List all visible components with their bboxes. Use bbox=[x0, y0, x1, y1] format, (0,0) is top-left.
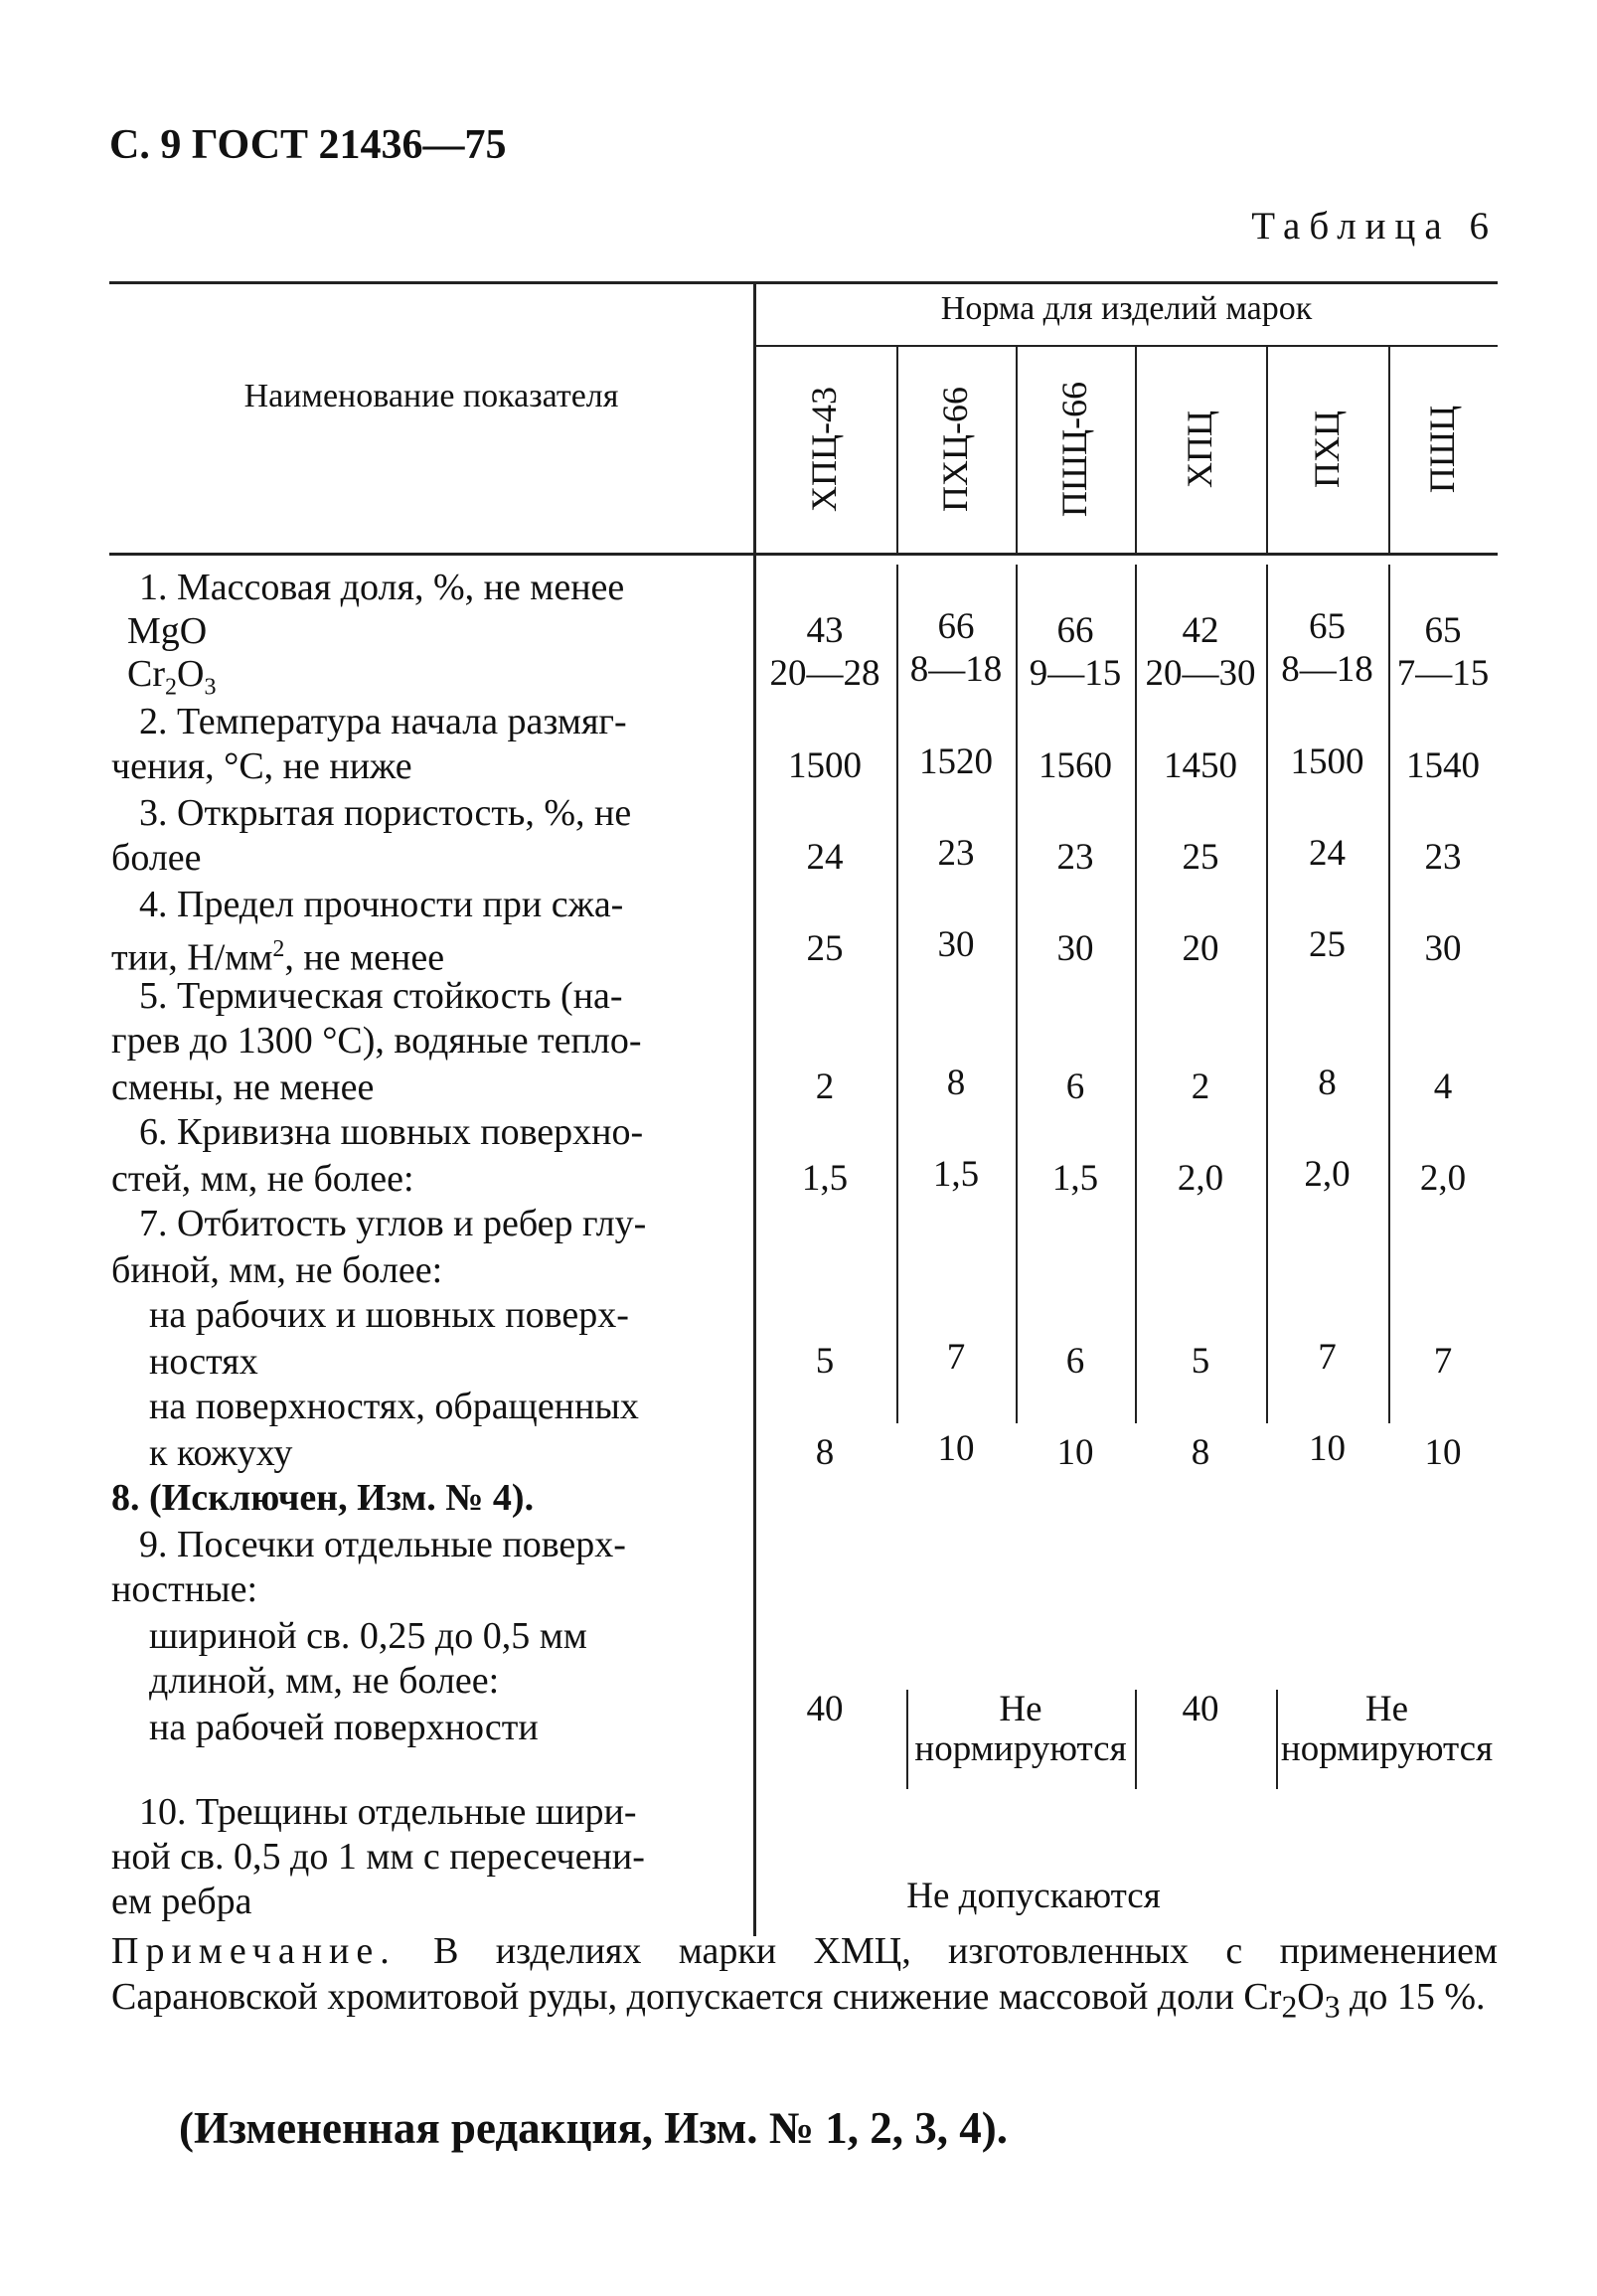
row9-group-b: Не нормируются bbox=[1280, 1689, 1494, 1769]
cell-r4-c5: 1540 bbox=[1406, 745, 1480, 786]
cell-r11-c4: 8 bbox=[1318, 1063, 1337, 1103]
row-label-text: 5. Термическая стойкость (на- bbox=[139, 975, 623, 1017]
row-label-21 bbox=[139, 1522, 626, 1567]
cell-r19-c0: 8 bbox=[815, 1432, 835, 1473]
row-label-26 bbox=[139, 1789, 637, 1835]
row10-value: Не допускаются bbox=[906, 1876, 1161, 1916]
brand-header-6: ПШЦ bbox=[1422, 405, 1462, 494]
row-label-text: на рабочей поверхности bbox=[149, 1707, 539, 1748]
table-note bbox=[111, 1928, 1498, 2031]
row-label-text: к кожуху bbox=[149, 1432, 293, 1474]
row-label-sup: 2 bbox=[272, 936, 285, 962]
row-label-text: 10. Трещины отдельные шири- bbox=[139, 1791, 637, 1833]
row-label-text-2: O bbox=[177, 653, 205, 695]
cell-r6-c4: 24 bbox=[1309, 833, 1346, 874]
row9-group-a: Не нормируются bbox=[914, 1689, 1127, 1769]
row-label-text: стей, мм, не более: bbox=[111, 1158, 414, 1200]
cell-r11-c1: 8 bbox=[946, 1063, 966, 1103]
row-label-text: MgO bbox=[127, 610, 208, 652]
row-label-text: длиной, мм, не более: bbox=[149, 1660, 500, 1702]
table-top-rule bbox=[109, 281, 1498, 284]
row-label-17 bbox=[149, 1339, 258, 1385]
cell-r1-c2: 66 bbox=[1056, 610, 1094, 651]
row-label-text: 1. Массовая доля, %, не менее bbox=[139, 567, 625, 608]
note-label: Примечание. bbox=[111, 1930, 397, 1972]
cell-r4-c4: 1500 bbox=[1290, 741, 1364, 782]
brand-header-2: ПХЦ-66 bbox=[935, 387, 975, 512]
cell-r1-c5: 65 bbox=[1424, 610, 1462, 651]
cell-r6-c3: 25 bbox=[1182, 837, 1219, 878]
row-label-text: чения, °С, не ниже bbox=[111, 745, 412, 787]
brand-divider-2 bbox=[1016, 345, 1018, 553]
row-label-14 bbox=[139, 1201, 646, 1246]
cell-r19-c4: 10 bbox=[1309, 1428, 1346, 1469]
cell-r17-c5: 7 bbox=[1433, 1341, 1453, 1382]
cell-r19-c2: 10 bbox=[1056, 1432, 1094, 1473]
row-label-11 bbox=[111, 1065, 374, 1110]
cell-r1-c1: 66 bbox=[937, 606, 975, 647]
cell-r17-c2: 6 bbox=[1065, 1341, 1085, 1382]
cell-r2-c3: 20—30 bbox=[1145, 653, 1256, 694]
cell-r11-c0: 2 bbox=[815, 1066, 835, 1107]
row-label-18 bbox=[149, 1384, 639, 1429]
cell-r11-c5: 4 bbox=[1433, 1066, 1453, 1107]
cell-r8-c0: 25 bbox=[806, 928, 844, 969]
amendment-note: (Измененная редакция, Изм. № 1, 2, 3, 4). bbox=[179, 2103, 1009, 2153]
row-label-text: 2. Температура начала размяг- bbox=[139, 701, 627, 742]
row-label-text: ем ребра bbox=[111, 1881, 252, 1922]
row-label-6 bbox=[111, 835, 202, 881]
cell-r8-c4: 25 bbox=[1309, 924, 1346, 965]
cell-r17-c3: 5 bbox=[1191, 1341, 1210, 1382]
row-label-text: ной св. 0,5 до 1 мм с пересечени- bbox=[111, 1836, 645, 1878]
header-bottom-rule bbox=[109, 553, 1498, 556]
cell-r1-c0: 43 bbox=[806, 610, 844, 651]
row-label-text: биной, мм, не более: bbox=[111, 1249, 443, 1291]
cell-r8-c2: 30 bbox=[1056, 928, 1094, 969]
value-divider-5 bbox=[1388, 565, 1390, 1423]
row-label-text: грев до 1300 °С), водяные тепло- bbox=[111, 1020, 642, 1062]
row-label-20 bbox=[111, 1475, 534, 1521]
row-label-text: более bbox=[111, 837, 202, 879]
row-label-text: 7. Отбитость углов и ребер глу- bbox=[139, 1203, 647, 1244]
row-label-sub-2: 3 bbox=[204, 674, 217, 701]
row9-khpc43: 40 bbox=[806, 1689, 844, 1729]
group-header: Норма для изделий марок bbox=[940, 290, 1313, 327]
note-sub-1: 2 bbox=[1281, 1989, 1298, 2025]
row-label-4 bbox=[111, 743, 412, 789]
note-text-3: до 15 %. bbox=[1340, 1976, 1486, 2018]
cell-r8-c1: 30 bbox=[937, 924, 975, 965]
row-label-text: 4. Предел прочности при сжа- bbox=[139, 884, 624, 925]
value-divider-2 bbox=[1016, 565, 1018, 1423]
cell-r6-c2: 23 bbox=[1056, 837, 1094, 878]
cell-r2-c1: 8—18 bbox=[909, 649, 1003, 690]
brand-divider-4 bbox=[1266, 345, 1268, 553]
row-label-22 bbox=[111, 1566, 257, 1612]
value-divider-4 bbox=[1266, 565, 1268, 1423]
cell-r13-c4: 2,0 bbox=[1304, 1154, 1351, 1195]
row-label-text: 9. Посечки отдельные поверх- bbox=[139, 1524, 626, 1565]
row-label-text: 8. (Исключен, Изм. № 4). bbox=[111, 1477, 535, 1519]
value-divider-3 bbox=[1135, 565, 1137, 1423]
row-label-text: тии, Н/мм bbox=[111, 936, 273, 979]
row-label-12 bbox=[139, 1109, 643, 1155]
row9-divider-3 bbox=[1276, 1690, 1278, 1789]
note-text-1: В изделиях марки ХМЦ, изготовленных с применением Сарановской хромитовой руды, допускается снижение массовой доли Cr bbox=[111, 1930, 1498, 2018]
indicator-header: Наименование показателя bbox=[243, 378, 619, 414]
row9-divider-2 bbox=[1135, 1690, 1137, 1789]
row-label-25 bbox=[149, 1705, 539, 1750]
row-label-sub: 2 bbox=[165, 674, 177, 701]
row-label-3 bbox=[139, 699, 627, 744]
row-label-19 bbox=[149, 1430, 292, 1476]
cell-r8-c3: 20 bbox=[1182, 928, 1219, 969]
row-label-9 bbox=[139, 973, 623, 1019]
row-label-13 bbox=[111, 1156, 414, 1202]
cell-r17-c0: 5 bbox=[815, 1341, 835, 1382]
cell-r4-c3: 1450 bbox=[1164, 745, 1237, 786]
table-caption: Таблица 6 bbox=[1251, 205, 1498, 247]
brand-divider-3 bbox=[1135, 345, 1137, 553]
row-label-1 bbox=[127, 608, 207, 654]
row-label-0 bbox=[139, 565, 624, 610]
page-header: С. 9 ГОСТ 21436—75 bbox=[109, 122, 507, 168]
row9-khpc: 40 bbox=[1182, 1689, 1219, 1729]
row-label-15 bbox=[111, 1247, 442, 1293]
cell-r13-c2: 1,5 bbox=[1051, 1158, 1099, 1199]
row-label-text: на поверхностях, обращенных bbox=[149, 1386, 639, 1427]
brand-header-3: ПШЦ-66 bbox=[1054, 381, 1094, 518]
cell-r4-c1: 1520 bbox=[919, 741, 993, 782]
brand-divider-1 bbox=[896, 345, 898, 553]
cell-r17-c4: 7 bbox=[1318, 1337, 1337, 1378]
row-label-text: на рабочих и шовных поверх- bbox=[149, 1294, 629, 1336]
cell-r1-c3: 42 bbox=[1182, 610, 1219, 651]
cell-r6-c0: 24 bbox=[806, 837, 844, 878]
cell-r11-c2: 6 bbox=[1065, 1066, 1085, 1107]
brand-header-5: ПХЦ bbox=[1306, 410, 1347, 488]
row-label-text-2: , не менее bbox=[284, 936, 445, 979]
cell-r6-c1: 23 bbox=[937, 833, 975, 874]
row-label-text: ностях bbox=[149, 1341, 258, 1383]
row-label-text: смены, не менее bbox=[111, 1066, 375, 1108]
row-label-24 bbox=[149, 1658, 499, 1704]
cell-r19-c1: 10 bbox=[937, 1428, 975, 1469]
row-label-text: 6. Кривизна шовных поверхно- bbox=[139, 1111, 644, 1153]
cell-r13-c3: 2,0 bbox=[1177, 1158, 1224, 1199]
brand-header-4: ХПЦ bbox=[1180, 410, 1219, 488]
cell-r17-c1: 7 bbox=[946, 1337, 966, 1378]
cell-r4-c2: 1560 bbox=[1038, 745, 1112, 786]
row-label-text: 3. Открытая пористость, %, не bbox=[139, 792, 632, 834]
row-label-text: шириной св. 0,25 до 0,5 мм bbox=[149, 1615, 587, 1657]
row-label-10 bbox=[111, 1018, 641, 1064]
cell-r6-c5: 23 bbox=[1424, 837, 1462, 878]
row-label-text: ностные: bbox=[111, 1568, 258, 1610]
group-header-rule bbox=[755, 345, 1498, 347]
cell-r19-c3: 8 bbox=[1191, 1432, 1210, 1473]
note-sub-2: 3 bbox=[1324, 1989, 1341, 2025]
row-label-16 bbox=[149, 1292, 629, 1338]
cell-r2-c0: 20—28 bbox=[769, 653, 880, 694]
cell-r2-c5: 7—15 bbox=[1396, 653, 1490, 694]
cell-r2-c2: 9—15 bbox=[1029, 653, 1122, 694]
value-divider-1 bbox=[896, 565, 898, 1423]
cell-r13-c5: 2,0 bbox=[1419, 1158, 1467, 1199]
row-label-23 bbox=[149, 1613, 587, 1659]
row-label-28 bbox=[111, 1879, 251, 1924]
cell-r1-c4: 65 bbox=[1309, 606, 1346, 647]
cell-r8-c5: 30 bbox=[1424, 928, 1462, 969]
cell-r13-c1: 1,5 bbox=[932, 1154, 980, 1195]
row-label-7 bbox=[139, 882, 623, 927]
cell-r2-c4: 8—18 bbox=[1281, 649, 1373, 690]
row-label-27 bbox=[111, 1834, 645, 1880]
cell-r19-c5: 10 bbox=[1424, 1432, 1462, 1473]
row9-divider-1 bbox=[906, 1690, 908, 1789]
cell-r11-c3: 2 bbox=[1191, 1066, 1210, 1107]
row-label-text: Cr bbox=[127, 653, 165, 695]
cell-r4-c0: 1500 bbox=[788, 745, 862, 786]
cell-r13-c0: 1,5 bbox=[801, 1158, 849, 1199]
row-label-5 bbox=[139, 790, 631, 836]
brand-divider-5 bbox=[1388, 345, 1390, 553]
brand-header-1: ХПЦ-43 bbox=[804, 387, 844, 512]
note-text-2: O bbox=[1297, 1976, 1325, 2018]
